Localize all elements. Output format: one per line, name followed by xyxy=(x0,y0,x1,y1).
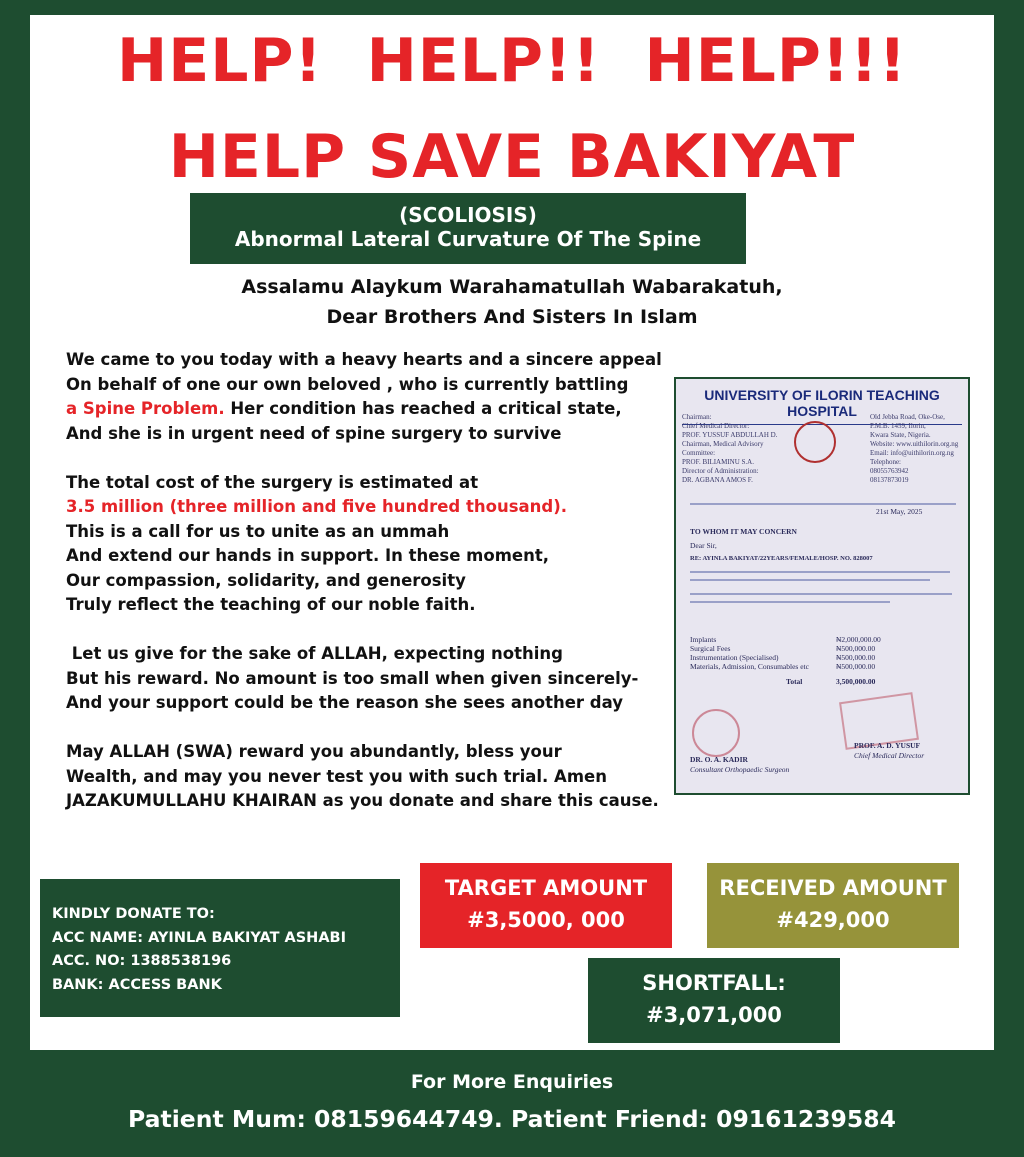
received-amount-box xyxy=(707,863,959,948)
letter-official: Chairman, Medical Advisory Committee: xyxy=(682,440,764,457)
letter-cost-amount: ₦500,000.00 xyxy=(836,662,876,671)
appeal-paragraph-3 xyxy=(66,642,706,716)
address-line: P.M.B. 1459, Ilorin, xyxy=(870,422,926,430)
letter-salutation: TO WHOM IT MAY CONCERN xyxy=(690,527,797,536)
address-line: 08055763942 xyxy=(870,467,909,475)
appeal-line: And extend our hands in support. In these moment, xyxy=(66,546,549,565)
letter-cost-amount: ₦2,000,000.00 xyxy=(836,635,881,644)
letter-address xyxy=(870,413,960,485)
address-line: Telephone: xyxy=(870,458,901,466)
letter-text-line xyxy=(690,601,890,603)
letter-cost-item: Materials, Admission, Consumables etc xyxy=(690,662,809,671)
hospital-seal-icon xyxy=(794,421,836,463)
appeal-line: Let us give for the sake of ALLAH, expecting nothing xyxy=(66,644,563,663)
address-line: 08137873019 xyxy=(870,476,909,484)
greeting-line-2: Dear Brothers And Sisters In Islam xyxy=(326,306,698,328)
greeting-line-1: Assalamu Alaykum Warahamatullah Wabarakatuh, xyxy=(241,276,783,298)
letter-official: DR. AGBANA AMOS F. xyxy=(682,476,753,484)
appeal-line: We came to you today with a heavy hearts and a sincere appeal xyxy=(66,350,662,369)
letter-cost-amount: ₦500,000.00 xyxy=(836,644,876,653)
appeal-paragraph-1 xyxy=(66,348,706,446)
donation-details xyxy=(40,879,400,1017)
cost-highlight: 3.5 million (three million and five hundred thousand). xyxy=(66,497,568,516)
received-label: RECEIVED AMOUNT xyxy=(719,876,947,900)
appeal-line: Our compassion, solidarity, and generosity xyxy=(66,570,466,590)
enquiries-heading: For More Enquiries xyxy=(410,1071,614,1093)
appeal-line: JAZAKUMULLAHU KHAIRAN as you donate and share this cause. xyxy=(66,791,659,810)
letter-official: Director of Administration: xyxy=(682,467,759,475)
signer-right: PROF. A. D. YUSUF xyxy=(854,741,921,750)
letter-total: 3,500,000.00 xyxy=(836,677,876,686)
letter-cost-item: Instrumentation (Specialised) xyxy=(690,653,779,662)
bank-name: BANK: ACCESS BANK xyxy=(52,976,222,993)
appeal-line: On behalf of one our own beloved , who is currently battling xyxy=(66,374,629,394)
address-line: Email: info@uithilorin.org.ng xyxy=(870,449,954,457)
signer-right-title: Chief Medical Director xyxy=(854,751,925,760)
condition-banner xyxy=(190,193,746,264)
signer-left-title: Consultant Orthopaedic Surgeon xyxy=(690,765,790,774)
shortfall-box xyxy=(588,958,840,1043)
letter-dear: Dear Sir, xyxy=(690,541,717,550)
letter-official: Chairman: xyxy=(682,413,712,421)
appeal-line: But his reward. No amount is too small when given sincerely- xyxy=(66,668,639,688)
target-label: TARGET AMOUNT xyxy=(444,876,648,900)
appeal-line: May ALLAH (SWA) reward you abundantly, bless your xyxy=(66,742,562,761)
appeal-text xyxy=(66,348,706,838)
account-number: ACC. NO: 1388538196 xyxy=(52,953,232,969)
hospital-name: UNIVERSITY OF ILORIN TEACHING HOSPITAL xyxy=(682,379,962,425)
letter-re-line: RE: AYINLA BAKIYAT/22YEARS/FEMALE/HOSP. NO. 828007 xyxy=(690,555,873,562)
letter-cost-item: Surgical Fees xyxy=(690,644,731,653)
letter-date: 21st May, 2025 xyxy=(876,507,923,516)
target-amount-box xyxy=(420,863,672,948)
target-value: #3,5000, 000 xyxy=(467,908,625,932)
appeal-line: And your support could be the reason she sees another day xyxy=(66,693,623,712)
stamp-icon xyxy=(692,709,740,757)
address-line: Kwara State, Nigeria. xyxy=(870,431,931,439)
letter-text-line xyxy=(690,593,952,595)
letter-cost-item: Implants xyxy=(690,635,717,644)
shortfall-label: SHORTFALL: xyxy=(642,971,786,995)
appeal-paragraph-2 xyxy=(66,471,706,618)
letter-text-line xyxy=(690,571,950,573)
address-line: Website: www.uithilorin.org.ng xyxy=(870,440,959,448)
appeal-line xyxy=(66,397,706,422)
spine-problem-highlight: a Spine Problem. xyxy=(66,399,225,418)
letter-cost-amount: ₦500,000.00 xyxy=(836,653,876,662)
letter-text-line xyxy=(690,579,930,581)
shortfall-value: #3,071,000 xyxy=(646,1003,782,1027)
condition-description: Abnormal Lateral Curvature Of The Spine xyxy=(234,227,702,251)
condition-name: (SCOLIOSIS) xyxy=(399,203,537,227)
letter-total-label: Total xyxy=(786,677,803,686)
help-headline: HELP! HELP!! HELP!!! xyxy=(117,26,907,96)
save-headline: HELP SAVE BAKIYAT xyxy=(168,122,856,192)
letter-official: PROF. BILIAMINU S.A. xyxy=(682,458,754,466)
signer-left: DR. O. A. KADIR xyxy=(690,755,748,764)
appeal-line-rest: Her condition has reached a critical state, xyxy=(230,399,622,418)
appeal-line: Wealth, and may you never test you with such trial. Amen xyxy=(66,766,607,786)
appeal-paragraph-4 xyxy=(66,740,706,814)
appeal-line: And she is in urgent need of spine surgery to survive xyxy=(66,423,562,443)
appeal-line: Truly reflect the teaching of our noble faith. xyxy=(66,595,476,614)
letter-official: PROF. YUSSUF ABDULLAH D. xyxy=(682,431,778,439)
address-line: Old Jebba Road, Oke-Ose, xyxy=(870,413,945,421)
appeal-line: This is a call for us to unite as an ummah xyxy=(66,521,450,541)
greeting xyxy=(55,272,969,332)
donate-heading: KINDLY DONATE TO: xyxy=(52,906,215,922)
letter-official: Chief Medical Director: xyxy=(682,422,750,430)
contact-numbers: Patient Mum: 08159644749. Patient Friend: 09161239584 xyxy=(128,1105,896,1133)
received-value: #429,000 xyxy=(776,908,890,932)
account-name: ACC NAME: AYINLA BAKIYAT ASHABI xyxy=(52,929,346,946)
hospital-letter-photo xyxy=(674,377,970,795)
letter-rule xyxy=(690,503,956,505)
appeal-line: The total cost of the surgery is estimated at xyxy=(66,472,479,492)
letter-officials xyxy=(682,413,782,485)
